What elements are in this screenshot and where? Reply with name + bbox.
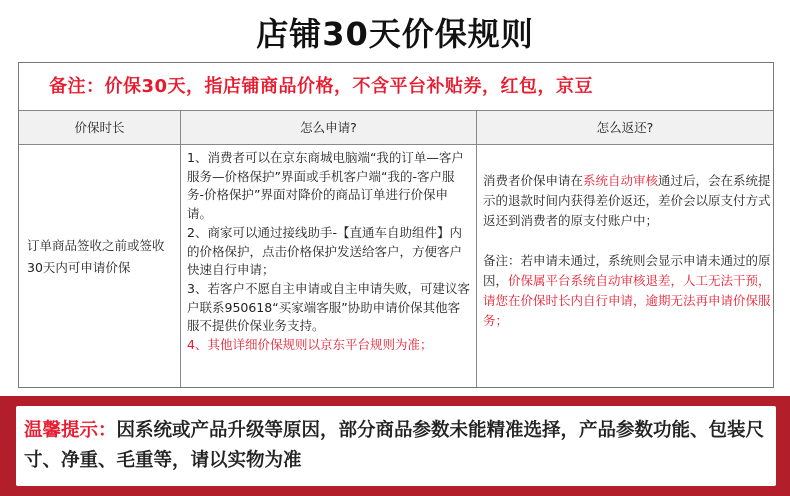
tip-text bbox=[24, 416, 774, 476]
apply-step-1: 1、消费者可以在京东商城电脑端“我的订单—客户服务—价格保护”界面或手机客户端“我的-客户服务-价格保护”界面对降价的商品订单进行价保申请。 bbox=[187, 150, 464, 222]
apply-step-3: 3、若客户不愿自主申请或自主申请失败，可建议客户联系950618“买家端客服”协助申请价保其他客服不提供价保业务支持。 bbox=[187, 280, 470, 334]
refund-cell bbox=[476, 145, 773, 387]
tip-label: 温馨提示： bbox=[24, 420, 117, 441]
table-body-row bbox=[19, 145, 773, 387]
refund-p2-highlight: 价保属平台系统自动审核退差，人工无法干预，请您在价保时长内自行申请，逾期无法再申请价保服务； bbox=[483, 273, 771, 328]
refund-p2-lead: 备注：若申请未通过，系统则会显示申请未通过的原因， bbox=[483, 253, 771, 288]
period-text: 订单商品签收之前或签收30天内可申请价保 bbox=[27, 238, 165, 275]
note-row bbox=[19, 63, 773, 111]
refund-text bbox=[483, 171, 771, 331]
apply-steps bbox=[187, 149, 471, 355]
header-period: 价保时长 bbox=[74, 120, 125, 135]
refund-paragraph-2 bbox=[483, 251, 771, 331]
header-how-to-apply: 怎么申请? bbox=[180, 111, 476, 144]
apply-step-4: 4、其他详细价保规则以京东平台规则为准； bbox=[187, 337, 433, 353]
refund-p1-highlight: 系统自动审核 bbox=[583, 173, 659, 188]
rules-table bbox=[18, 62, 774, 388]
page-title: 店铺30天价保规则 bbox=[256, 15, 534, 53]
refund-paragraph-1 bbox=[483, 171, 771, 231]
tip-banner bbox=[0, 396, 790, 496]
apply-cell bbox=[180, 145, 476, 387]
refund-p1-tail: 通过后，会在系统提示的退款时间内获得差价返还，差价会以原支付方式返还到消费者的原支付账户中； bbox=[483, 173, 771, 228]
apply-step-2: 2、商家可以通过接线助手-【直通车自助组件】内的价格保护，点击价格保护发送给客户，方便客户快速自行申请； bbox=[187, 224, 463, 278]
header-how-to-refund: 怎么返还? bbox=[476, 111, 773, 144]
table-header-row bbox=[19, 111, 773, 145]
period-cell bbox=[19, 145, 180, 387]
note-text: 备注：价保30天，指店铺商品价格，不含平台补贴券，红包，京豆 bbox=[49, 76, 594, 97]
refund-p1-lead: 消费者价保申请在 bbox=[483, 173, 584, 188]
tip-body: 因系统或产品升级等原因，部分商品参数未能精准选择，产品参数功能、包装尺寸、净重、毛重等，请以实物为准 bbox=[24, 420, 765, 471]
tip-panel bbox=[16, 406, 776, 486]
